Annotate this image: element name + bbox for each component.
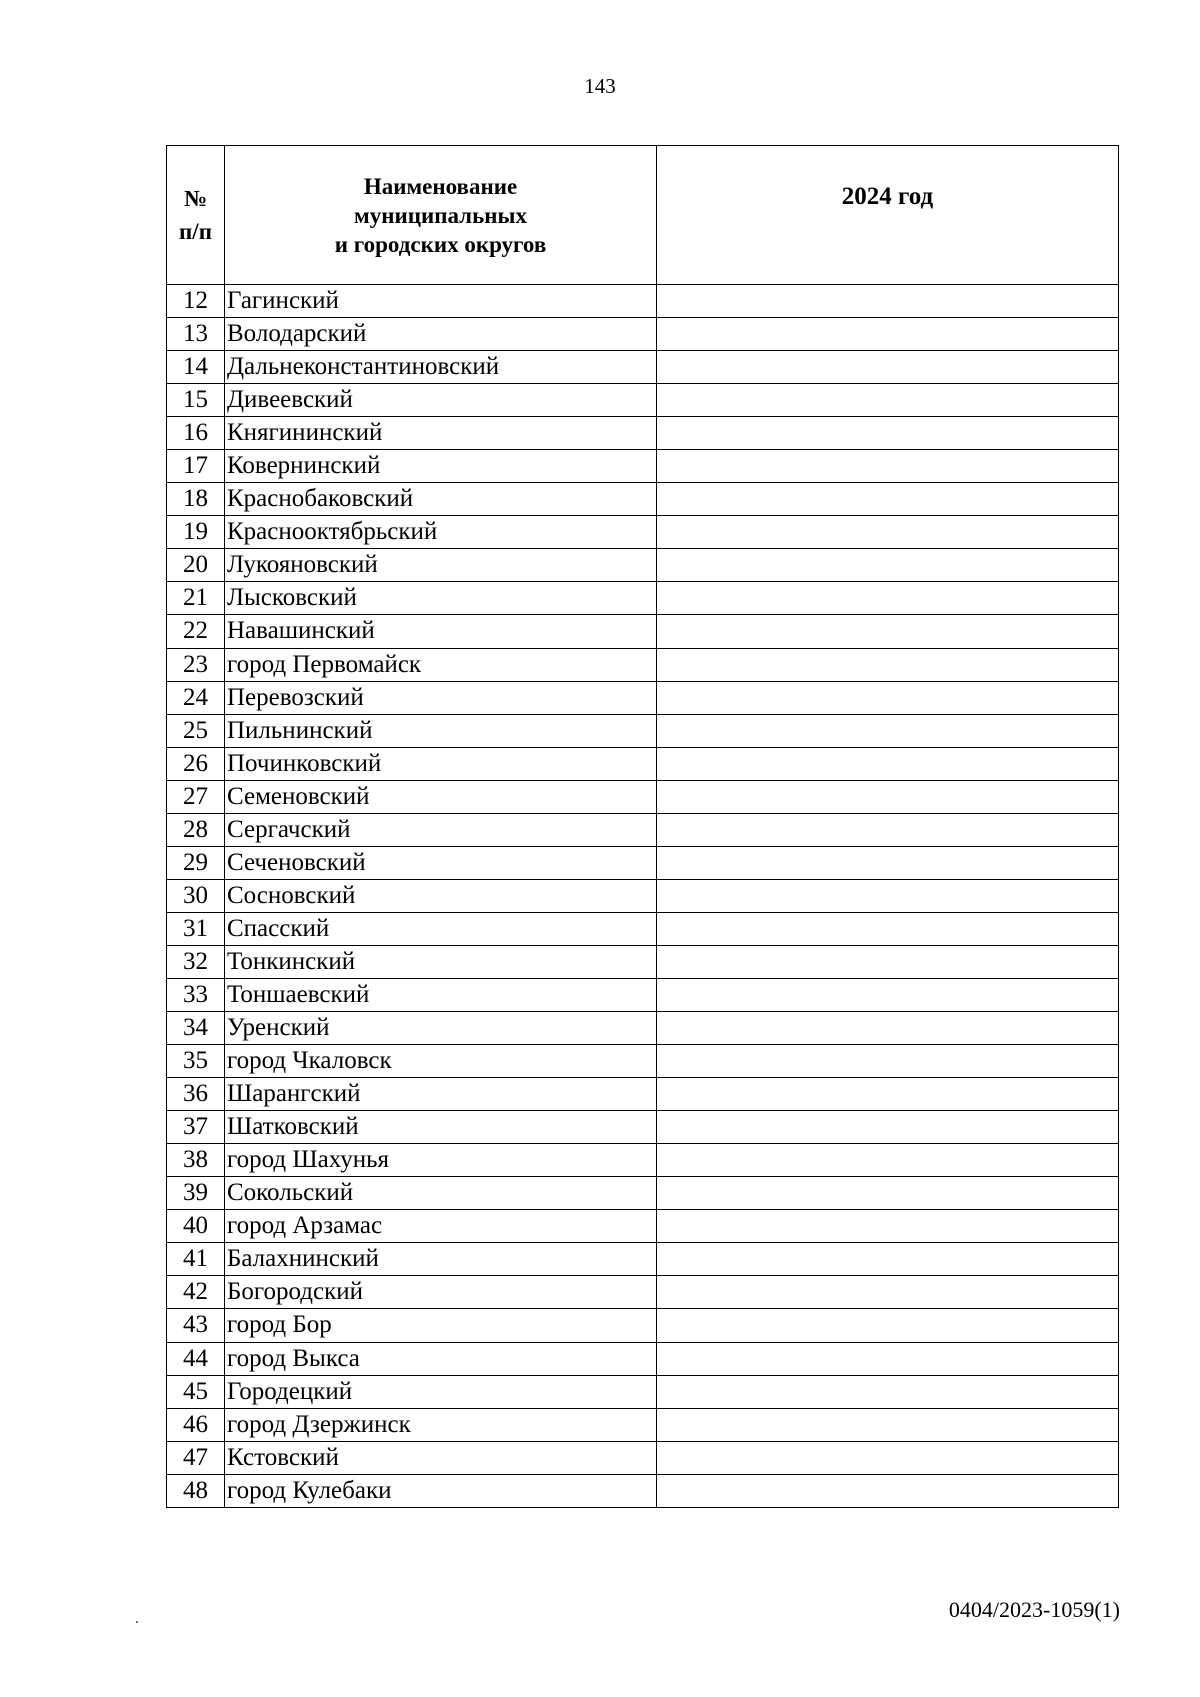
year-value (657, 813, 1119, 846)
district-name: Сеченовский (225, 846, 657, 879)
district-name: Уренский (225, 1012, 657, 1045)
table-row (167, 1342, 1119, 1375)
table-row (167, 813, 1119, 846)
district-name: Гагинский (225, 285, 657, 318)
row-number: 48 (167, 1474, 225, 1507)
district-name: Ковернинский (225, 450, 657, 483)
table-row (167, 1045, 1119, 1078)
year-value (657, 1441, 1119, 1474)
row-number: 34 (167, 1012, 225, 1045)
district-name: город Бор (225, 1309, 657, 1342)
table-row (167, 1441, 1119, 1474)
year-value (657, 780, 1119, 813)
year-value (657, 1045, 1119, 1078)
table-row (167, 1144, 1119, 1177)
row-number: 14 (167, 351, 225, 384)
year-value (657, 1144, 1119, 1177)
row-number: 42 (167, 1276, 225, 1309)
district-name: Шатковский (225, 1111, 657, 1144)
year-value (657, 1243, 1119, 1276)
document-code: 0404/2023-1059(1) (948, 1597, 1120, 1622)
table-row (167, 318, 1119, 351)
table-row (167, 1243, 1119, 1276)
year-value (657, 1309, 1119, 1342)
table-row (167, 549, 1119, 582)
row-number: 35 (167, 1045, 225, 1078)
header-number-line-1: № (183, 186, 208, 211)
district-name: Сосновский (225, 879, 657, 912)
table-row (167, 582, 1119, 615)
table-row (167, 780, 1119, 813)
row-number: 28 (167, 813, 225, 846)
header-name-line-2: муниципальных (354, 202, 527, 228)
row-number: 26 (167, 747, 225, 780)
table-row (167, 1474, 1119, 1507)
header-name (225, 146, 657, 285)
district-name: Краснобаковский (225, 483, 657, 516)
district-name: Тонкинский (225, 945, 657, 978)
table-row (167, 615, 1119, 648)
district-name: Краснооктябрьский (225, 516, 657, 549)
year-value (657, 318, 1119, 351)
row-number: 32 (167, 945, 225, 978)
district-name: Лысковский (225, 582, 657, 615)
header-number-line-2: п/п (179, 219, 212, 244)
district-name: Шарангский (225, 1078, 657, 1111)
row-number: 37 (167, 1111, 225, 1144)
row-number: 22 (167, 615, 225, 648)
row-number: 44 (167, 1342, 225, 1375)
year-value (657, 978, 1119, 1011)
table-row (167, 384, 1119, 417)
table-row (167, 978, 1119, 1011)
table-row (167, 846, 1119, 879)
district-name: Пильнинский (225, 714, 657, 747)
district-name: Княгининский (225, 417, 657, 450)
year-value (657, 1375, 1119, 1408)
district-name: Починковский (225, 747, 657, 780)
district-name: город Кулебаки (225, 1474, 657, 1507)
district-name: Володарский (225, 318, 657, 351)
row-number: 20 (167, 549, 225, 582)
row-number: 15 (167, 384, 225, 417)
district-name: Дальнеконстантиновский (225, 351, 657, 384)
table-row (167, 483, 1119, 516)
header-number (167, 146, 225, 285)
year-value (657, 1210, 1119, 1243)
scan-speck (136, 1621, 138, 1623)
district-name: Перевозский (225, 681, 657, 714)
row-number: 19 (167, 516, 225, 549)
table-body (167, 285, 1119, 1508)
year-value (657, 450, 1119, 483)
year-value (657, 1276, 1119, 1309)
district-name: Сергачский (225, 813, 657, 846)
year-value (657, 516, 1119, 549)
year-value (657, 747, 1119, 780)
table-row (167, 1210, 1119, 1243)
table-row (167, 351, 1119, 384)
table-row (167, 681, 1119, 714)
year-value (657, 549, 1119, 582)
table-row (167, 450, 1119, 483)
row-number: 38 (167, 1144, 225, 1177)
district-name: Сокольский (225, 1177, 657, 1210)
district-name: Навашинский (225, 615, 657, 648)
row-number: 41 (167, 1243, 225, 1276)
page-number: 143 (584, 74, 616, 98)
district-name: город Дзержинск (225, 1408, 657, 1441)
row-number: 36 (167, 1078, 225, 1111)
districts-table (166, 145, 1119, 1508)
year-value (657, 912, 1119, 945)
district-name: Балахнинский (225, 1243, 657, 1276)
year-value (657, 648, 1119, 681)
row-number: 33 (167, 978, 225, 1011)
row-number: 30 (167, 879, 225, 912)
row-number: 16 (167, 417, 225, 450)
row-number: 12 (167, 285, 225, 318)
header-year: 2024 год (657, 146, 1119, 285)
table-row (167, 1276, 1119, 1309)
row-number: 43 (167, 1309, 225, 1342)
year-value (657, 483, 1119, 516)
header-name-line-3: и городских округов (334, 231, 547, 257)
year-value (657, 582, 1119, 615)
table-row (167, 879, 1119, 912)
year-value (657, 1342, 1119, 1375)
row-number: 23 (167, 648, 225, 681)
row-number: 25 (167, 714, 225, 747)
row-number: 13 (167, 318, 225, 351)
table-row (167, 747, 1119, 780)
district-name: город Арзамас (225, 1210, 657, 1243)
table-row (167, 417, 1119, 450)
year-value (657, 417, 1119, 450)
year-value (657, 351, 1119, 384)
table-row (167, 1309, 1119, 1342)
table-row (167, 516, 1119, 549)
row-number: 47 (167, 1441, 225, 1474)
year-value (657, 681, 1119, 714)
district-name: город Чкаловск (225, 1045, 657, 1078)
table-row (167, 1012, 1119, 1045)
district-name: город Шахунья (225, 1144, 657, 1177)
district-name: Спасский (225, 912, 657, 945)
district-name: город Первомайск (225, 648, 657, 681)
table-row (167, 714, 1119, 747)
row-number: 39 (167, 1177, 225, 1210)
year-value (657, 714, 1119, 747)
year-value (657, 879, 1119, 912)
district-name: Дивеевский (225, 384, 657, 417)
row-number: 24 (167, 681, 225, 714)
year-value (657, 1111, 1119, 1144)
district-name: Богородский (225, 1276, 657, 1309)
year-value (657, 285, 1119, 318)
district-name: город Выкса (225, 1342, 657, 1375)
table-row (167, 912, 1119, 945)
header-name-line-1: Наименование (363, 173, 518, 199)
table-row (167, 1177, 1119, 1210)
table-row (167, 1078, 1119, 1111)
row-number: 40 (167, 1210, 225, 1243)
row-number: 27 (167, 780, 225, 813)
row-number: 18 (167, 483, 225, 516)
table-header-row (167, 146, 1119, 285)
table-row (167, 285, 1119, 318)
row-number: 45 (167, 1375, 225, 1408)
row-number: 21 (167, 582, 225, 615)
year-value (657, 945, 1119, 978)
year-value (657, 1012, 1119, 1045)
year-value (657, 1177, 1119, 1210)
district-name: Лукояновский (225, 549, 657, 582)
year-value (657, 615, 1119, 648)
year-value (657, 1474, 1119, 1507)
row-number: 17 (167, 450, 225, 483)
row-number: 31 (167, 912, 225, 945)
district-name: Кстовский (225, 1441, 657, 1474)
row-number: 46 (167, 1408, 225, 1441)
year-value (657, 1078, 1119, 1111)
district-name: Городецкий (225, 1375, 657, 1408)
table-row (167, 648, 1119, 681)
year-value (657, 846, 1119, 879)
row-number: 29 (167, 846, 225, 879)
table-row (167, 1375, 1119, 1408)
table-row (167, 945, 1119, 978)
district-name: Семеновский (225, 780, 657, 813)
district-name: Тоншаевский (225, 978, 657, 1011)
year-value (657, 1408, 1119, 1441)
year-value (657, 384, 1119, 417)
table-row (167, 1111, 1119, 1144)
table-row (167, 1408, 1119, 1441)
